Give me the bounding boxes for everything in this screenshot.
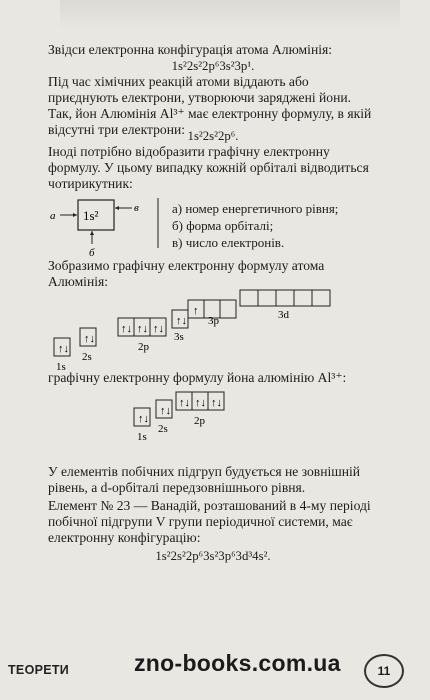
svg-text:↑↓: ↑↓: [84, 333, 95, 345]
watermark: zno-books.com.ua: [134, 650, 341, 676]
paragraph-4: Зобразимо графічну електронну формулу атома Алюмінія:: [48, 258, 325, 289]
paragraph-6: У елементів побічних підгруп будується не зовнішній рівень, а d-орбіталі передзовнішнього рівня.: [48, 464, 361, 495]
formula-aluminium: 1s²2s²2p⁶3s²3p¹.: [171, 59, 255, 73]
aluminium-orbital-diagram: [40, 282, 380, 374]
legend-brace: [150, 196, 170, 250]
label-2s: 2s: [82, 351, 92, 363]
orbital-cell-label: 1s²: [83, 208, 99, 223]
paragraph-1: Звідси електронна конфігурація атома Алюмінія:: [48, 42, 333, 57]
ion-orbital-diagram: [120, 388, 320, 450]
label-a: а: [50, 210, 56, 222]
ion-label-1s: 1s: [137, 431, 147, 443]
page-number: 11: [364, 654, 404, 688]
label-b: б: [89, 247, 95, 259]
label-2p: 2p: [138, 341, 149, 353]
svg-text:↑↓: ↑↓: [195, 397, 206, 409]
svg-text:↑↓: ↑↓: [211, 397, 222, 409]
svg-text:↑↓: ↑↓: [160, 405, 171, 417]
svg-text:↑: ↑: [193, 305, 199, 317]
ion-label-2p: 2p: [194, 415, 205, 427]
arrow-b-head: [90, 231, 94, 235]
svg-text:↑↓: ↑↓: [121, 323, 132, 335]
svg-text:↑↓: ↑↓: [138, 413, 149, 425]
label-3s: 3s: [174, 331, 184, 343]
paragraph-7: Елемент № 23 — Ванадій, розташований в 4-му періоді побічної підгрупи V групи періодичної системи, має електронну конфігурацію:: [48, 498, 371, 545]
legend-a: а) номер енергетичного рівня;: [172, 201, 339, 216]
svg-text:↑↓: ↑↓: [179, 397, 190, 409]
svg-text:↑↓: ↑↓: [58, 343, 69, 355]
label-1s: 1s: [56, 361, 66, 373]
legend: [172, 200, 338, 251]
label-3p: 3p: [208, 315, 219, 327]
svg-text:↑↓: ↑↓: [137, 323, 148, 335]
svg-text:↑↓: ↑↓: [153, 323, 164, 335]
legend-v: в) число електронів.: [172, 235, 285, 250]
arrow-a-head: [73, 213, 77, 217]
paragraph-3: Іноді потрібно відобразити графічну електронну формулу. У цьому випадку кожній орбіталі відводиться чотирикутник:: [48, 144, 369, 191]
formula-vanadium: 1s²2s²2p⁶3s²3p⁶3d³4s².: [155, 549, 271, 563]
arrow-v-head: [115, 206, 119, 210]
paragraph-2: Під час хімічних реакцій атоми віддають або приєднують електрони, утворюючи заряджені йони. Так, йон Алюмінія Al³⁺ має електронну формулу, в якій відсутні три електрони:: [48, 74, 372, 137]
ion-label-2s: 2s: [158, 423, 168, 435]
svg-text:↑↓: ↑↓: [176, 315, 187, 327]
paragraph-5: графічну електронну формулу йона алюмінію Al³⁺:: [48, 370, 347, 385]
header-shadow: [60, 0, 400, 30]
formula-ion: 1s²2s²2p⁶.: [187, 129, 239, 143]
label-v: в: [134, 202, 139, 214]
legend-b: б) форма орбіталі;: [172, 218, 274, 233]
label-3d: 3d: [278, 309, 289, 321]
footer-section-title: ТЕОРЕТИ: [8, 663, 70, 677]
